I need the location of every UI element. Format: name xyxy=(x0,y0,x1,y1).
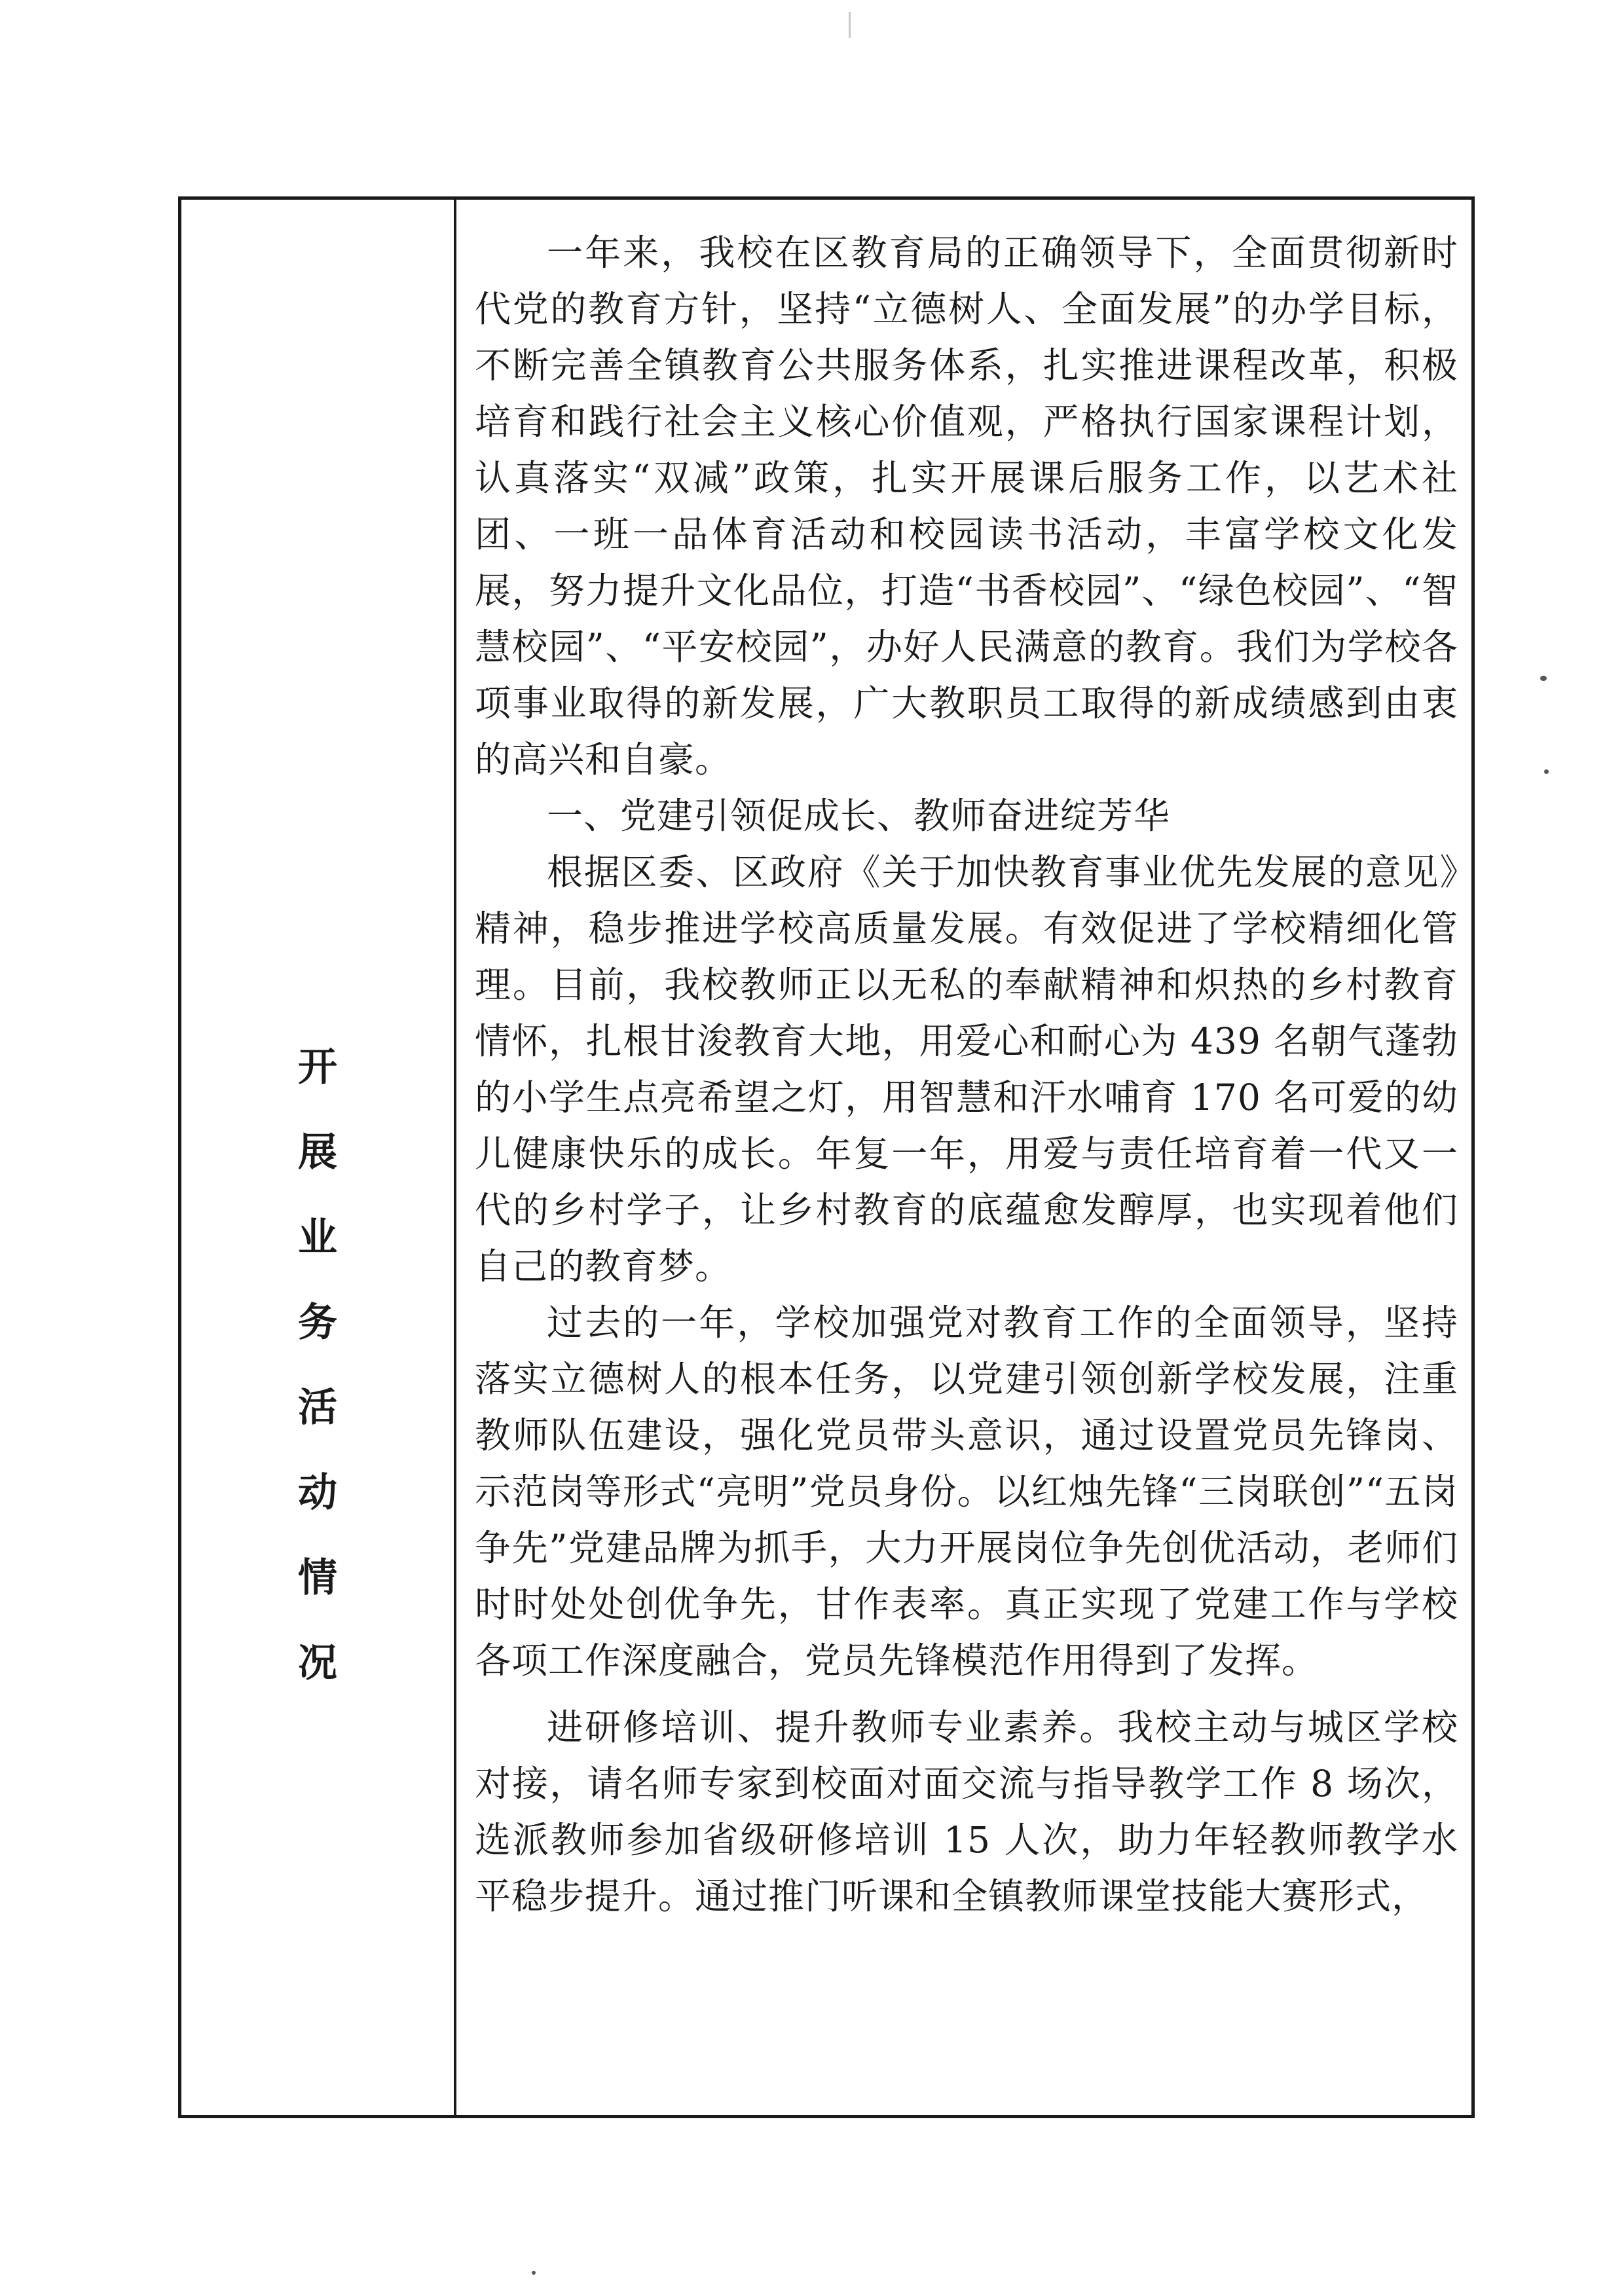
activity-table xyxy=(178,196,1475,2118)
label-char: 展 xyxy=(298,1129,337,1175)
scan-speck xyxy=(532,2271,536,2275)
label-char: 业 xyxy=(298,1215,337,1260)
scan-speck xyxy=(1544,769,1549,774)
content-cell xyxy=(456,200,1471,2115)
paragraph-intro: 一年来，我校在区教育局的正确领导下，全面贯彻新时代党的教育方针，坚持“立德树人、全面发展”的办学目标，不断完善全镇教育公共服务体系，扎实推进课程改革，积极培育和践行社会主义核心价值观，严格执行国家课程计划，认真落实“双减”政策，扎实开展课后服务工作，以艺术社团、一班一品体育活动和校园读书活动，丰富学校文化发展，努力提升文化品位，打造“书香校园”、“绿色校园”、“智慧校园”、“平安校园”，办好人民满意的教育。我们为学校各项事业取得的新发展，广大教职员工取得的新成绩感到由衷的高兴和自豪。 xyxy=(475,232,1458,780)
section-heading: 一、党建引领促成长、教师奋进绽芳华 xyxy=(547,795,1171,837)
label-char: 动 xyxy=(298,1470,337,1516)
label-char: 开 xyxy=(298,1044,337,1090)
label-char: 况 xyxy=(298,1640,337,1686)
paragraph-training: 进研修培训、提升教师专业素养。我校主动与城区学校对接，请名师专家到校面对面交流与指导教学工作 8 场次，选派教师参加省级研修培训 15 人次，助力年轻教师教学水平稳步提升。通过推门听课和全镇教师课堂技能大赛形式， xyxy=(475,1706,1458,1917)
label-char: 务 xyxy=(298,1300,337,1346)
label-char: 活 xyxy=(298,1385,337,1431)
scan-speck xyxy=(1540,676,1547,681)
paragraph-party-building: 过去的一年，学校加强党对教育工作的全面领导，坚持落实立德树人的根本任务，以党建引领创新学校发展，注重教师队伍建设，强化党员带头意识，通过设置党员先锋岗、示范岗等形式“亮明”党员身份。以红烛先锋“三岗联创”“五岗争先”党建品牌为抓手，大力开展岗位争先创优活动，老师们时时处处创优争先，甘作表率。真正实现了党建工作与学校各项工作深度融合，党员先锋模范作用得到了发挥。 xyxy=(475,1302,1458,1681)
row-label xyxy=(181,1025,454,1706)
paragraph-policy: 根据区委、区政府《关于加快教育事业优先发展的意见》精神，稳步推进学校高质量发展。有效促进了学校精细化管理。目前，我校教师正以无私的奉献精神和炽热的乡村教育情怀，扎根甘浚教育大地，用爱心和耐心为 439 名朝气蓬勃的小学生点亮希望之灯，用智慧和汗水哺育 170 名可爱的幼儿健康快乐的成长。年复一年，用爱与责任培育着一代又一代的乡村学子，让乡村教育的底蕴愈发醇厚，也实现着他们自己的教育梦。 xyxy=(475,851,1458,1287)
label-char: 情 xyxy=(298,1555,337,1601)
scan-mark xyxy=(849,12,851,38)
row-label-cell xyxy=(181,200,456,2115)
